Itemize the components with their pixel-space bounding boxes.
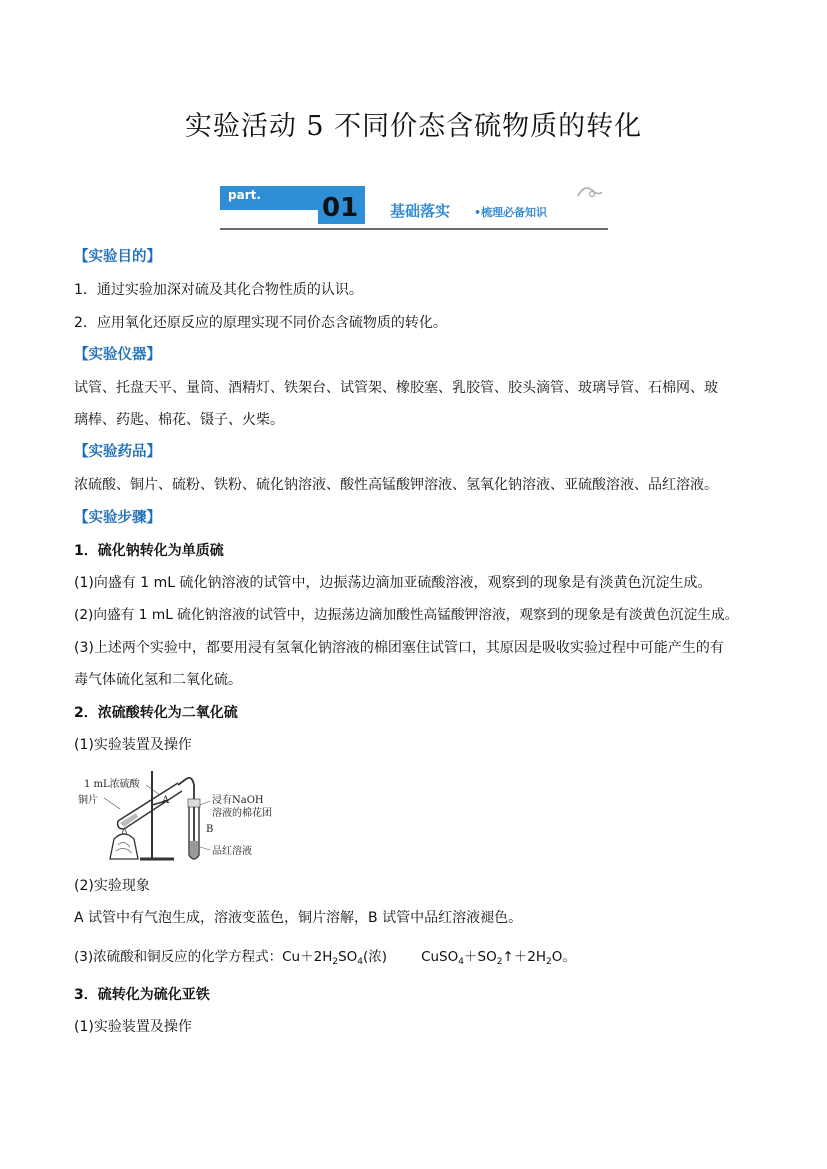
section-banner	[218, 180, 610, 234]
step2-sub-2: (2)实验现象	[74, 878, 150, 894]
apparatus-line-1: 试管、托盘天平、量筒、酒精灯、铁架台、试管架、橡胶塞、乳胶管、胶头滴管、玻璃导管、石棉网、玻	[74, 380, 718, 396]
apparatus-line-2: 璃棒、药匙、棉花、镊子、火柴。	[74, 412, 284, 428]
step1-para-1: (1)向盛有 1 mL 硫化钠溶液的试管中，边振荡边滴加亚硫酸溶液，观察到的现象是有淡黄色沉淀生成。	[74, 575, 712, 591]
label-tube-b: B	[206, 824, 214, 835]
banner-number: 01	[322, 193, 359, 223]
apparatus-heading: 【实验仪器】	[74, 347, 161, 363]
banner-part-label: part.	[228, 188, 261, 202]
reagents-text: 浓硫酸、铜片、硫粉、铁粉、硫化钠溶液、酸性高锰酸钾溶液、氢氧化钠溶液、亚硫酸溶液、品红溶液。	[74, 477, 718, 493]
step2-equation: (3)浓硫酸和铜反应的化学方程式：$Cu+2H_2SO_4$(浓) $CuSO_4+SO_2↑+2H_2O$。	[74, 949, 576, 967]
label-naoh-1: 浸有NaOH	[212, 795, 264, 806]
step2-title: 2．浓硫酸转化为二氧化硫	[74, 705, 238, 721]
step2-phenomenon: A 试管中有气泡生成，溶液变蓝色，铜片溶解，B 试管中品红溶液褪色。	[74, 910, 523, 926]
swirl-icon	[574, 182, 606, 204]
step3-sub-1: (1)实验装置及操作	[74, 1019, 192, 1035]
step1-title: 1．硫化钠转化为单质硫	[74, 543, 224, 559]
label-tube-a: A	[162, 795, 170, 806]
step1-para-3-line-1: (3)上述两个实验中，都要用浸有氢氧化钠溶液的棉团塞住试管口，其原因是吸收实验过程中可能产生的有	[74, 640, 724, 656]
step1-para-3-line-2: 毒气体硫化氢和二氧化硫。	[74, 672, 242, 688]
banner-sub-text: •梳理必备知识	[474, 206, 548, 219]
alcohol-lamp	[110, 829, 138, 859]
step3-title: 3．硫转化为硫化亚铁	[74, 987, 210, 1003]
reagents-heading: 【实验药品】	[74, 444, 161, 460]
label-naoh-2: 溶液的棉花团	[212, 808, 272, 819]
banner-main-text: 基础落实	[390, 202, 451, 220]
purpose-item-1: 1．通过实验加深对硫及其化合物性质的认识。	[74, 282, 363, 298]
apparatus-diagram	[74, 765, 296, 867]
label-copper: 铜片	[78, 795, 98, 806]
banner-underline	[220, 228, 608, 230]
step2-sub-1: (1)实验装置及操作	[74, 737, 192, 753]
purpose-heading: 【实验目的】	[74, 249, 161, 265]
step1-para-2: (2)向盛有 1 mL 硫化钠溶液的试管中，边振荡边滴加酸性高锰酸钾溶液，观察到的现象是有淡黄色沉淀生成。	[74, 607, 739, 623]
purpose-item-2: 2．应用氧化还原反应的原理实现不同价态含硫物质的转化。	[74, 315, 447, 331]
steps-heading: 【实验步骤】	[74, 510, 161, 526]
label-acid: 1 mL浓硫酸	[84, 779, 140, 790]
label-pinhong: 品红溶液	[212, 846, 252, 857]
page-title: 实验活动 5 不同价态含硫物质的转化	[184, 111, 643, 142]
